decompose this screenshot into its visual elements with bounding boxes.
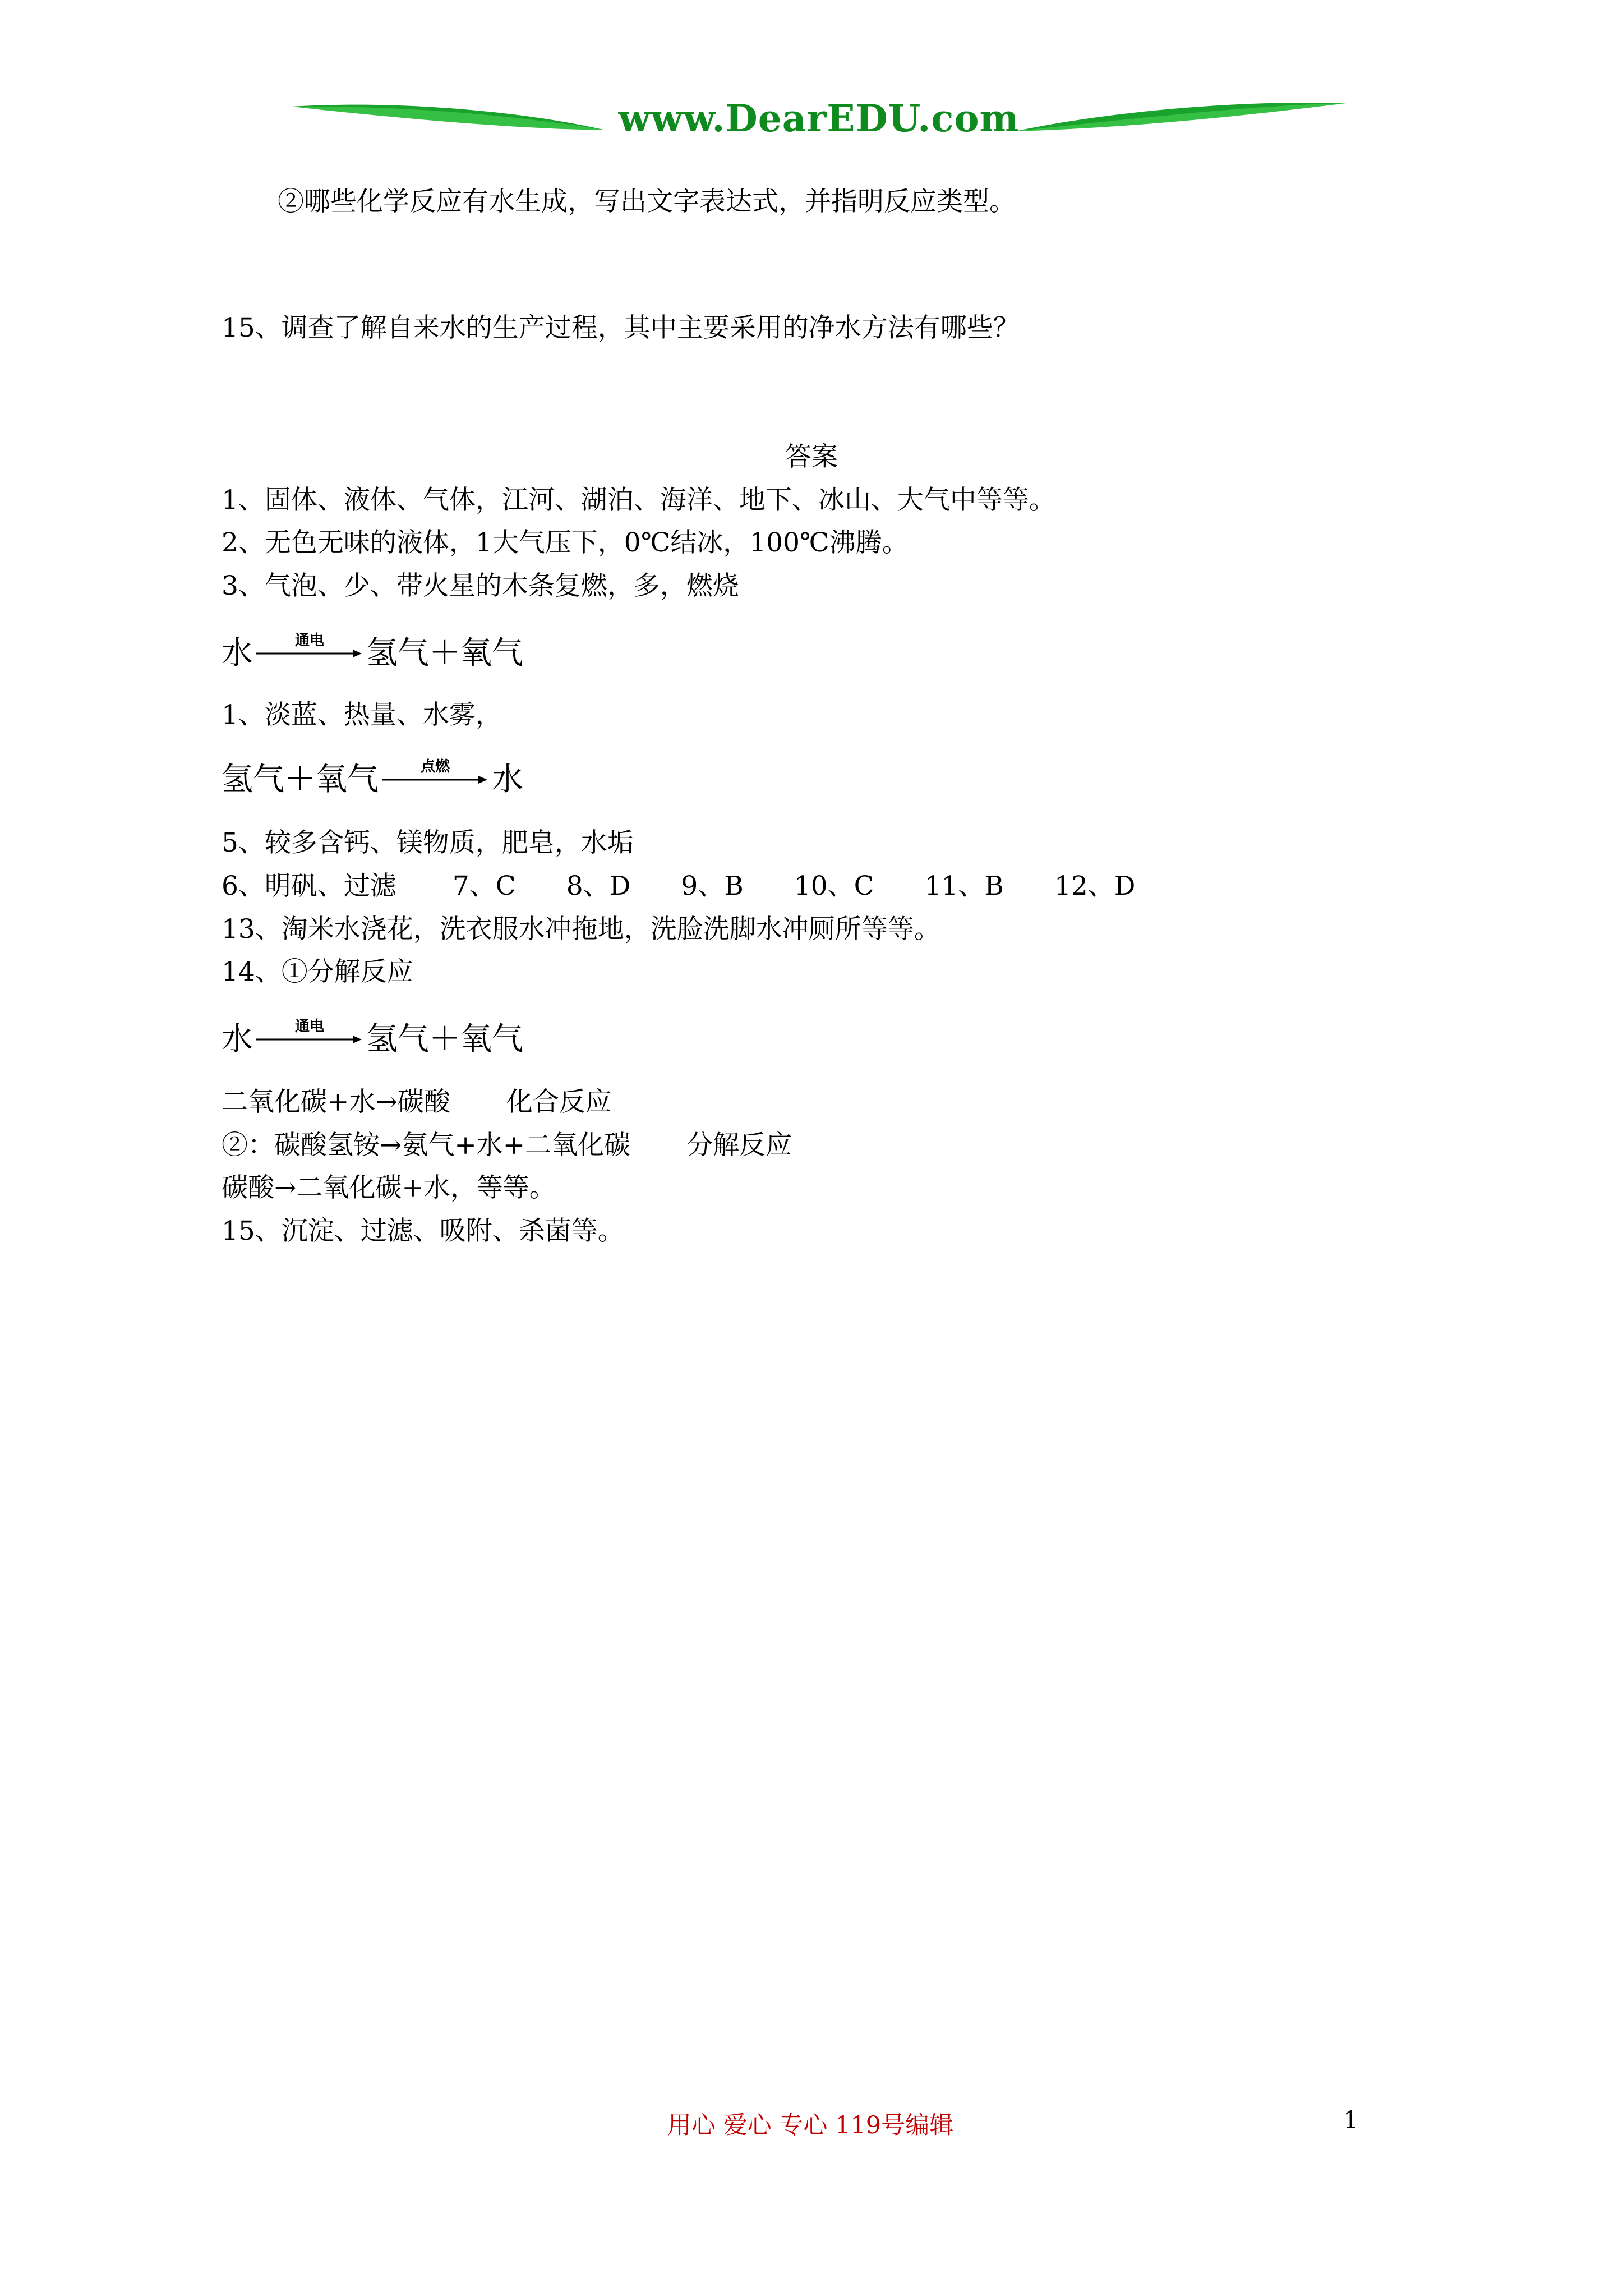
answer-6: 6、明矾、过滤 [222,871,396,901]
answers-title: 答案 [785,441,838,472]
question-14-part-2: ②哪些化学反应有水生成，写出文字表达式，并指明反应类型。 [278,186,1016,217]
answer-14-line-4: 碳酸→二氧化碳+水，等等。 [222,1172,556,1203]
equation-combustion [222,760,523,799]
answer-10: 10、C [794,871,874,901]
footer-text: 用心 爱心 专心 119号编辑 [667,2111,954,2139]
right-arrow-icon [256,648,363,659]
equation-right: 水 [492,761,523,798]
answers-6-to-12 [222,869,1135,903]
answer-12: 12、D [1054,871,1136,901]
reaction-arrow [382,758,488,785]
answer-14-line-2 [222,1085,612,1119]
reaction-type: 分解反应 [686,1130,792,1161]
answer-4: 1、淡蓝、热量、水雾， [222,700,502,730]
answer-15: 15、沉淀、过滤、吸附、杀菌等。 [222,1216,624,1246]
answer-8: 8、D [566,871,631,901]
reaction-condition: 通电 [294,1018,324,1035]
answer-2: 2、无色无味的液体，1大气压下，0℃结冰，100℃沸腾。 [222,527,909,558]
answer-5: 5、较多含钙、镁物质，肥皂，水垢 [222,827,634,858]
reaction-text: ②：碳酸氢铵→氨气+水+二氧化碳 [222,1130,631,1161]
answer-9: 9、B [681,871,744,901]
equation-left: 水 [222,635,253,671]
reaction-arrow [256,632,363,659]
answer-1: 1、固体、液体、气体，江河、湖泊、海洋、地下、冰山、大气中等等。 [222,485,1055,516]
reaction-type: 化合反应 [506,1087,612,1117]
reaction-condition: 通电 [294,632,324,649]
equation-left: 氢气＋氧气 [222,761,379,798]
reaction-arrow [256,1018,363,1045]
equation-electrolysis-2 [222,1020,523,1059]
right-arrow-icon [382,774,488,785]
equation-right: 氢气＋氧气 [366,635,523,671]
answer-13: 13、淘米水浇花，洗衣服水冲拖地，洗脸洗脚水冲厕所等等。 [222,914,940,945]
answer-11: 11、B [924,871,1004,901]
header-banner [292,95,1346,157]
reaction-text: 二氧化碳+水→碳酸 [222,1087,450,1117]
equation-left: 水 [222,1021,253,1057]
equation-right: 氢气＋氧气 [366,1021,523,1057]
site-url: www.DearEDU.com [618,96,1020,140]
page-number: 1 [1343,2106,1359,2134]
reaction-condition: 点燃 [420,758,450,775]
answer-3: 3、气泡、少、带火星的木条复燃，多，燃烧 [222,570,739,601]
answer-7: 7、C [452,871,516,901]
answer-14-line-3 [222,1129,792,1162]
equation-electrolysis [222,634,523,673]
question-15: 15、调查了解自来水的生产过程，其中主要采用的净水方法有哪些？ [222,312,1020,343]
right-arrow-icon [256,1034,363,1045]
answer-14: 14、①分解反应 [222,956,413,987]
